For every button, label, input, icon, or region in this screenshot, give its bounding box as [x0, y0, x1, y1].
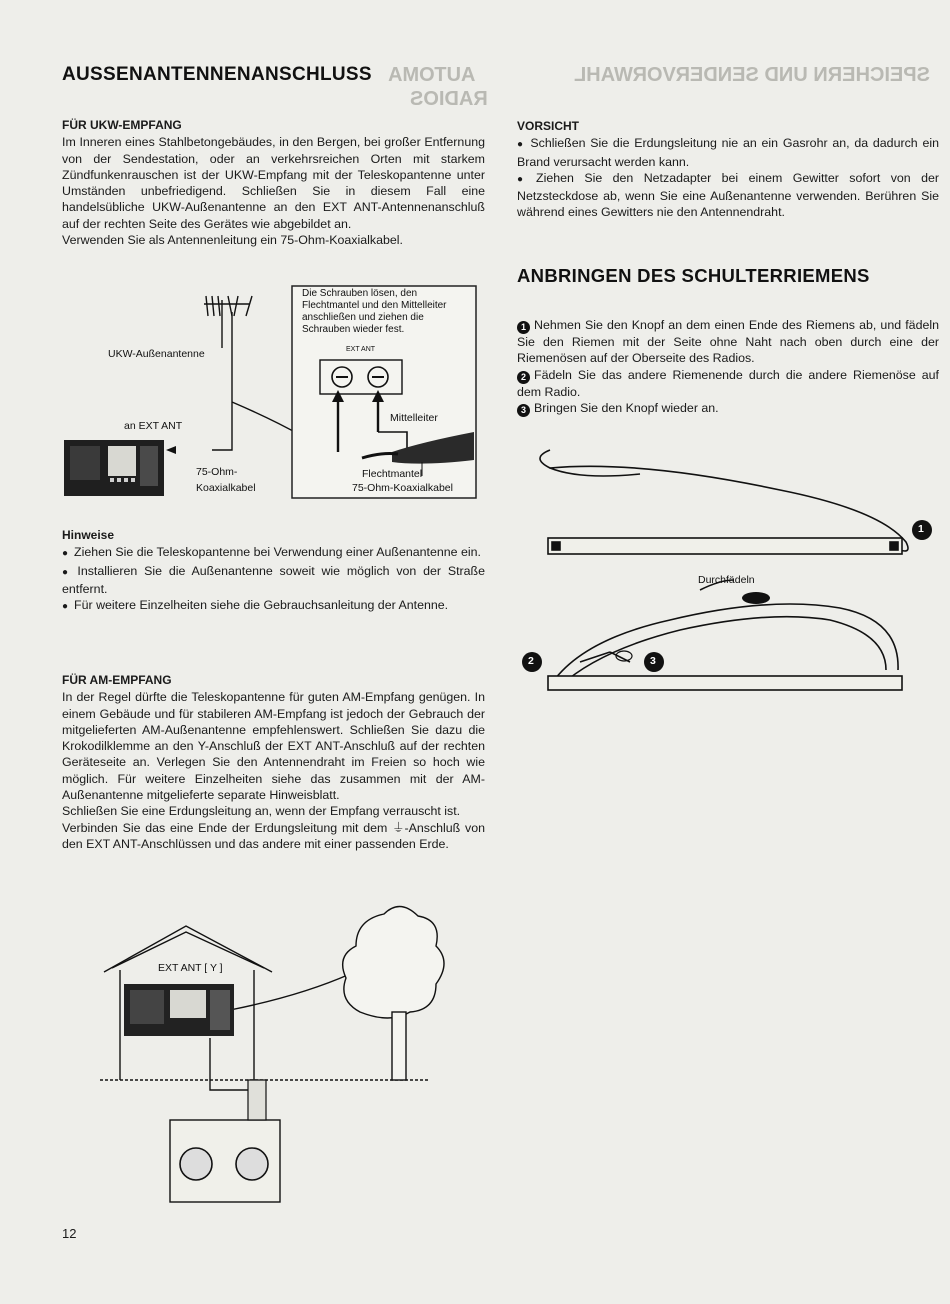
- step-number-3: 3: [517, 404, 530, 417]
- ghost-heading-1: AUTOMA: [388, 64, 476, 86]
- left-title: AUSSENANTENNENANSCHLUSS: [62, 64, 372, 85]
- ext-ant-label: an EXT ANT: [124, 420, 183, 432]
- hinweise-heading: Hinweise: [62, 528, 115, 542]
- ukw-section: [62, 117, 485, 248]
- step-number-2: 2: [517, 371, 530, 384]
- strap-illustration: [520, 430, 940, 705]
- ukw-text-2: Verwenden Sie als Antennenleitung ein 75-Ohm-Koaxialkabel.: [62, 233, 403, 248]
- strap-step-2-text: Fädeln Sie das andere Riemenende durch die andere Riemenöse auf dem Radio.: [517, 367, 939, 399]
- marker-2: 2: [528, 655, 534, 667]
- figure-shoulder-strap: [520, 430, 940, 705]
- strap-step-3-text: Bringen Sie den Knopf wieder an.: [534, 400, 719, 415]
- vorsicht-heading: VORSICHT: [517, 119, 580, 133]
- step-number-1: 1: [517, 321, 530, 334]
- vorsicht-section: [517, 118, 939, 221]
- koax-label: 75-Ohm-Koaxialkabel: [352, 482, 453, 494]
- ukw-heading: FÜR UKW-EMPFANG: [62, 118, 182, 132]
- am-text: In der Regel dürfte die Teleskopantenne für guten AM-Empfang genügen. In einem Gebäude und für stabileren AM-Empfang ist jedoch der Gebrauch der mitgelieferten AM-Außenantenne empfehlenswert. Schließen Sie dazu die Krokodilklemme an den Y-Anschluß der EXT ANT-Anschluß auf der rechten Geräteseite an. Verlegen Sie den Antennendraht im Freien so hoch wie möglich. Für weitere Einzelheiten siehe das zusammen mit der AM-Außenantenne mitgelieferte separate Hinweisblatt.: [62, 690, 485, 803]
- figure-ukw-antenna: [62, 282, 486, 500]
- cable-label-1: 75-Ohm-: [196, 466, 238, 478]
- am-section: [62, 672, 485, 852]
- vorsicht-2: ● Ziehen Sie den Netzadapter bei einem Gewitter sofort von der Netzsteckdose ab, wenn Sie eine Außenantenne verwenden. Berühren Sie während eines Gewitters nie den Antennendraht.: [517, 170, 939, 221]
- hinweis-3: ● Für weitere Einzelheiten siehe die Gebrauchsanleitung der Antenne.: [62, 597, 485, 615]
- strap-step-2: [517, 367, 939, 400]
- vorsicht-1: ● Schließen Sie die Erdungsleitung nie an ein Gasrohr an, da dadurch ein Brand verursacht werden kann.: [517, 135, 939, 170]
- ghost-heading-3: SPEICHERN UND SENDERVORWAHL: [574, 64, 930, 86]
- flechtmantel-label: Flechtmantel: [362, 468, 423, 480]
- terminal-label: EXT ANT: [346, 346, 376, 353]
- strap-step-3: [517, 400, 939, 417]
- strap-step-1: [517, 317, 939, 367]
- hinweis-2: ● Installieren Sie die Außenantenne soweit wie möglich von der Straße entfernt.: [62, 563, 485, 598]
- am-text-3: Verbinden Sie das eine Ende der Erdungsleitung mit dem ⏚-Anschluß von den EXT ANT-Anschlüssen und das andere mit einer passenden Erde.: [62, 820, 485, 851]
- page-number: 12: [62, 1226, 77, 1241]
- am-antenna-illustration: [100, 900, 450, 1205]
- mittelleiter-label: Mittelleiter: [390, 412, 438, 424]
- figure-am-antenna: [100, 900, 450, 1205]
- cable-label-2: Koaxialkabel: [196, 482, 256, 494]
- hinweis-1: ● Ziehen Sie die Teleskopantenne bei Verwendung einer Außenantenne ein.: [62, 544, 485, 562]
- strap-step-1-text: Nehmen Sie den Knopf an dem einen Ende des Riemens ab, und fädeln Sie den Riemen mit der Seite ohne Naht nach oben durch eine der Riemenösen auf der Oberseite des Radios.: [517, 318, 939, 366]
- durchfaedeln-label: Durchfädeln: [698, 574, 755, 586]
- ext-ant-y-label: EXT ANT [ Y ]: [158, 962, 223, 974]
- marker-3: 3: [650, 655, 656, 667]
- ukw-antenna-label: UKW-Außenantenne: [108, 348, 205, 360]
- right-title: ANBRINGEN DES SCHULTERRIEMENS: [517, 265, 870, 286]
- am-text-2: Schließen Sie eine Erdungsleitung an, wenn der Empfang verrauscht ist.: [62, 804, 461, 819]
- strap-steps: [517, 317, 939, 417]
- ukw-text: Im Inneren eines Stahlbetongebäudes, in den Bergen, bei großer Entfernung von der Sendestation, oder an verkehrsreichen Orten mit starkem Zündfunkenrauschen ist der UKW-Empfang mit der Teleskopantenne unter Umständen unbefriedigend. Schließen Sie in diesem Fall eine handelsübliche UKW-Außenantenne an den EXT ANT-Antennenanschluß auf der rechten Seite des Gerätes wie abgebildet an.: [62, 135, 485, 231]
- am-heading: FÜR AM-EMPFANG: [62, 673, 172, 687]
- marker-1: 1: [918, 523, 924, 535]
- callout-text: Die Schrauben lösen, den Flechtmantel und den Mittelleiter anschließen und ziehen die Schrauben wieder fest.: [302, 288, 447, 335]
- ghost-heading-2: RADIOS: [410, 88, 488, 110]
- hinweise-section: [62, 527, 485, 615]
